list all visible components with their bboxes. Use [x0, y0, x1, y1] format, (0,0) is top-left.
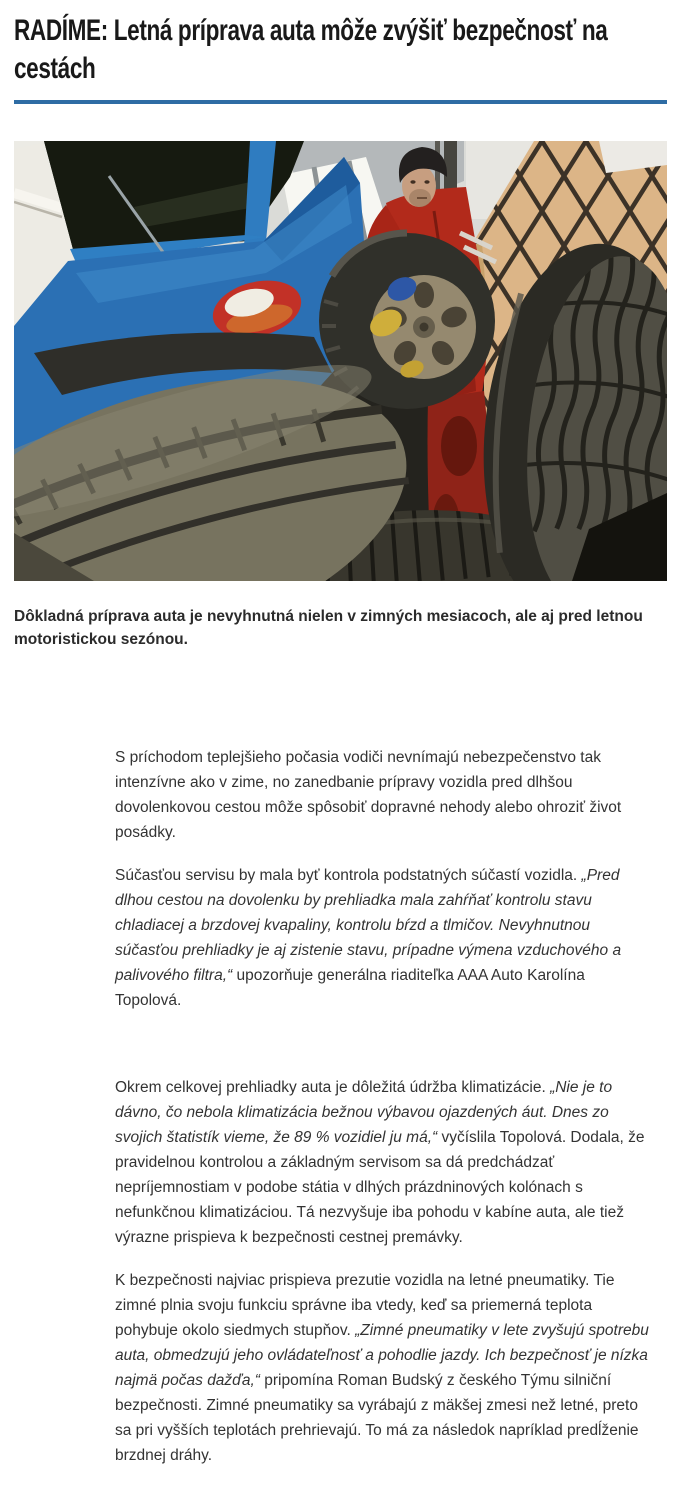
- article-page: [0, 12, 681, 1468]
- article-photo: [14, 141, 667, 581]
- quote-text: „Zimné pneumatiky v lete zvyšujú spotrebu auta, obmedzujú jeho ovládateľnosť a pohodlie jazdy. Ich bezpečnosť je nízka najmä počas dažďa,“: [115, 1322, 649, 1389]
- article-caption: Dôkladná príprava auta je nevyhnutná nielen v zimných mesiacoch, ale aj pred letnou motoristickou sezónou.: [14, 608, 643, 648]
- paragraph-2: Súčasťou servisu by mala byť kontrola podstatných súčastí vozidla. „Pred dlhou cestou na dovolenku by prehliadka mala zahŕňať kontrolu stavu chladiacej a brzdovej kvapaliny, kontrolu bŕzd a tlmičov. Nevyhnutnou súčasťou prehliadky je aj zistenie stavu, prípadne výmena vzduchového a palivového filtra,“ upozorňuje generálna riaditeľka AAA Auto Karolína Topolová.: [115, 867, 622, 1009]
- page-title: [14, 12, 667, 88]
- paragraph-3: Okrem celkovej prehliadky auta je dôležitá údržba klimatizácie. „Nie je to dávno, čo nebola klimatizácia bežnou výbavou ojazdených áut. Dnes zo svojich štatistík vieme, že 89 % vozidiel ju má,“ vyčíslila Topolová. Dodala, že pravidelnou kontrolou a základným servisom sa dá predchádzať nepríjemnostiam v podobe státia v dlhých prázdninových kolónach s nefunkčnou klimatizáciou. Tá nezvyšuje iba pohodu v kabíne auta, ale tiež výrazne prispieva k bezpečnosti cestnej premávky.: [115, 1079, 645, 1246]
- paragraph-1: S príchodom teplejšieho počasia vodiči nevnímajú nebezpečenstvo tak intenzívne ako v zime, no zanedbanie prípravy vozidla pred dlhšou dovolenkovou cestou môže spôsobiť dopravné nehody alebo ohroziť život posádky.: [115, 749, 622, 841]
- quote-text: „Pred dlhou cestou na dovolenku by prehliadka mala zahŕňať kontrolu stavu chladiacej a brzdovej kvapaliny, kontrolu bŕzd a tlmičov. Nevyhnutnou súčasťou prehliadky je aj zistenie stavu, prípadne výmena vzduchového a palivového filtra,“: [115, 867, 622, 984]
- title-divider: [14, 100, 667, 104]
- quote-text: „Nie je to dávno, čo nebola klimatizácia bežnou výbavou ojazdených áut. Dnes zo svojich štatistík vieme, že 89 % vozidiel ju má,“: [115, 1079, 613, 1146]
- page-title-text: RADÍME: Letná príprava auta môže zvýšiť bezpečnosť na cestách: [14, 14, 608, 85]
- paragraph-4: K bezpečnosti najviac prispieva prezutie vozidla na letné pneumatiky. Tie zimné plnia svoju funkciu správne iba vtedy, keď sa priemerná teplota pohybuje okolo siedmych stupňov. „Zimné pneumatiky v lete zvyšujú spotrebu auta, obmedzujú jeho ovládateľnosť a pohodlie jazdy. Ich bezpečnosť je nízka najmä počas dažďa,“ pripomína Roman Budský z českého Týmu silniční bezpečnosti. Zimné pneumatiky sa vyrábajú z mäkšej zmesi než letné, preto sa pri vyšších teplotách prehrievajú. To má za následok napríklad predĺženie brzdnej dráhy.: [115, 1272, 649, 1464]
- article-body: [115, 745, 655, 1468]
